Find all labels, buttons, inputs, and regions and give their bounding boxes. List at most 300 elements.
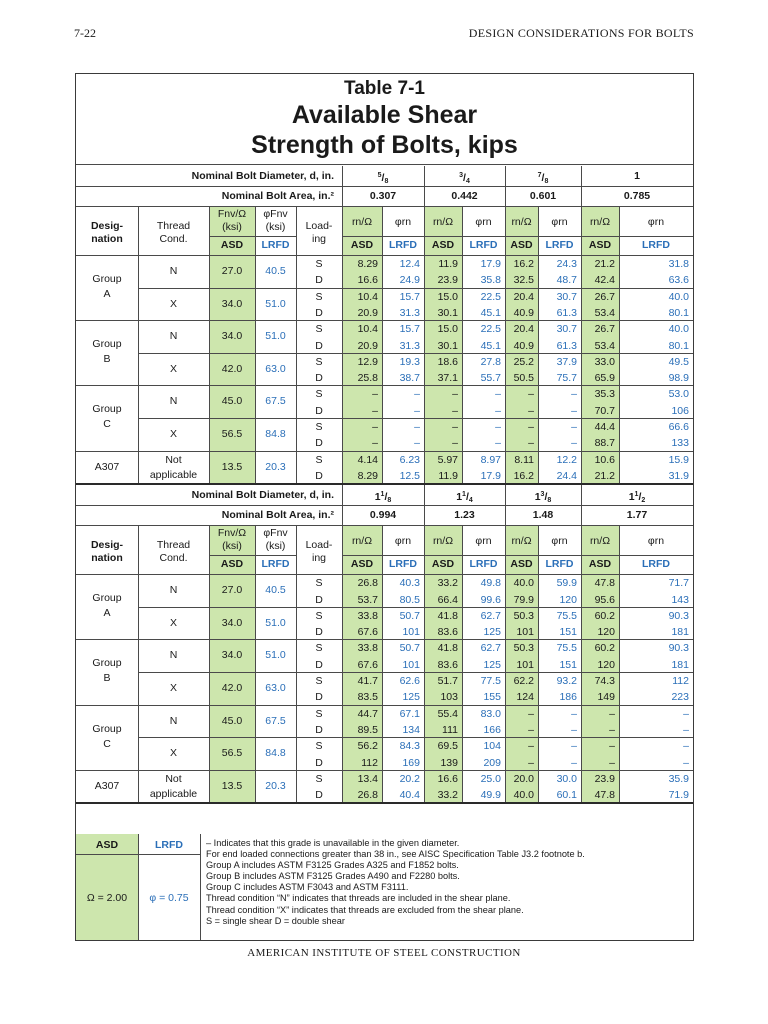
shear-value-single: 67.1 [399, 707, 420, 720]
shear-value-single: 10.4 [357, 323, 378, 336]
area-value: 0.601 [529, 190, 557, 202]
shear-value-double: 49.9 [480, 789, 501, 802]
shear-value-double: 112 [361, 756, 378, 769]
shear-value-single: 50.7 [399, 609, 420, 622]
shear-value-double: 103 [440, 691, 458, 704]
shear-value-single: 12.4 [399, 258, 420, 270]
loading-double: D [315, 658, 323, 671]
fnv-asd-value: 13.5 [221, 779, 243, 792]
shear-value-double: 16.6 [357, 274, 378, 287]
fnv-lrfd-value: 51.0 [265, 649, 286, 662]
shear-value-double: 60.1 [556, 789, 577, 802]
shear-value-single: 37.9 [556, 355, 577, 368]
diameter-value: $1^1/_2$ [628, 491, 646, 505]
shear-value-double: 125 [483, 658, 501, 671]
shear-value-double: 55.7 [480, 372, 501, 385]
lrfd-subheader: LRFD [642, 239, 670, 251]
rule-v [138, 206, 139, 483]
designation-header-2: nation [91, 233, 123, 245]
shear-value-single: 18.6 [437, 355, 458, 368]
shear-value-single: 20.4 [513, 290, 534, 303]
fnv-asd-value: 34.0 [221, 330, 243, 343]
shear-value-double: 38.7 [399, 372, 420, 385]
footnotes [206, 838, 585, 927]
loading-single: S [315, 388, 323, 401]
thread-condition: X [169, 747, 177, 760]
thread-condition: applicable [149, 787, 198, 800]
shear-value-single: 35.3 [594, 388, 615, 401]
shear-value-double: 63.6 [668, 274, 689, 287]
shear-value-double: – [571, 756, 577, 769]
shear-value-double: 209 [483, 756, 501, 769]
rule-v [619, 206, 620, 483]
shear-value-single: – [571, 740, 577, 753]
shear-value-single: – [414, 388, 420, 401]
rule-h [209, 236, 296, 237]
shear-value-double: – [528, 437, 534, 450]
shear-value-double: 67.6 [357, 658, 378, 671]
loading-single: S [315, 355, 323, 368]
diameter-value: $^7/_8$ [537, 172, 549, 185]
rule-v [462, 206, 463, 483]
fnv-lrfd-value: 63.0 [265, 362, 286, 375]
shear-value-double: 24.4 [556, 469, 577, 482]
rule-h [209, 555, 296, 556]
shear-value-single: 62.2 [513, 675, 534, 687]
thread-condition: applicable [149, 468, 198, 481]
shear-value-single: 40.3 [399, 577, 420, 590]
shear-value-single: 59.9 [556, 577, 577, 590]
rn-omega-header: rn/Ω [432, 216, 454, 228]
shear-value-double: 139 [440, 756, 458, 769]
table-number: Table 7-1 [344, 78, 425, 99]
thread-condition: X [169, 682, 177, 694]
shear-value-single: 16.2 [513, 258, 534, 270]
shear-value-single: 41.7 [357, 675, 378, 687]
loading-double: D [315, 756, 323, 769]
designation-a307: A307 [94, 779, 120, 792]
rn-omega-header: rn/Ω [589, 535, 611, 548]
shear-value-double: 125 [402, 691, 420, 704]
lrfd-header: LRFD [261, 239, 290, 251]
rule-h [76, 483, 693, 485]
shear-value-single: 40.0 [668, 323, 689, 336]
asd-subheader: ASD [588, 239, 612, 251]
thread-condition: N [169, 649, 178, 662]
phi-rn-header: φrn [647, 535, 665, 548]
rule-h [76, 206, 693, 207]
shear-value-double: 124 [516, 691, 534, 704]
fnv-lrfd-value: 51.0 [265, 330, 286, 343]
rule-v [209, 525, 210, 802]
table-title-line1: Available Shear [291, 101, 478, 129]
shear-value-double: 31.3 [399, 339, 420, 352]
area-value: 0.785 [623, 190, 651, 202]
table-title-line2: Strength of Bolts, kips [251, 131, 518, 159]
lrfd-subheader: LRFD [642, 558, 670, 571]
loading-header-2: ing [311, 552, 326, 565]
fnv-asd-value: 56.5 [221, 747, 243, 760]
fnv-lrfd-value: 40.5 [265, 584, 286, 597]
fnv-asd-value: 42.0 [221, 682, 243, 694]
shear-value-single: 19.3 [399, 355, 420, 368]
shear-value-double: 50.5 [513, 372, 534, 385]
shear-value-double: 101 [516, 626, 534, 639]
loading-double: D [315, 437, 323, 450]
shear-value-double: – [609, 723, 615, 736]
shear-value-double: 40.4 [399, 789, 420, 802]
loading-single: S [315, 323, 323, 336]
fnv-lrfd-header-1: φFnv [263, 527, 288, 540]
shear-value-double: 65.9 [594, 372, 615, 385]
shear-value-single: 12.9 [357, 355, 378, 368]
shear-value-single: 50.3 [513, 642, 534, 655]
shear-value-single: 33.8 [357, 609, 378, 622]
shear-value-double: 25.8 [357, 372, 378, 385]
shear-value-double: – [452, 437, 458, 450]
shear-value-single: 62.6 [399, 675, 420, 687]
asd-subheader: ASD [510, 239, 533, 251]
shear-value-single: 60.2 [594, 642, 615, 655]
loading-single: S [315, 421, 323, 433]
rule-v [505, 485, 506, 802]
loading-double: D [315, 372, 323, 385]
loading-double: D [315, 339, 323, 352]
fnv-lrfd-value: 67.5 [265, 395, 286, 408]
area-value: 0.307 [369, 190, 397, 202]
shear-value-double: – [495, 404, 501, 417]
shear-value-single: 44.4 [594, 421, 615, 433]
shear-value-single: 8.97 [480, 453, 501, 466]
footnote-line: Thread condition “N” indicates that threads are included in the shear plane. [206, 893, 511, 904]
designation-header-1: Desig- [90, 539, 124, 552]
shear-value-single: 27.8 [480, 355, 501, 368]
shear-value-single: 35.9 [668, 772, 689, 785]
shear-value-single: 15.9 [668, 453, 689, 466]
shear-value-double: 75.7 [556, 372, 577, 385]
shear-value-single: 20.0 [513, 772, 534, 785]
shear-value-double: 53.7 [357, 593, 378, 606]
nominal-diameter-label: Nominal Bolt Diameter, d, in. [191, 489, 334, 502]
shear-value-double: 37.1 [437, 372, 458, 385]
designation-letter: A [103, 288, 111, 300]
shear-value-double: 31.9 [668, 469, 689, 482]
shear-value-single: – [609, 740, 615, 753]
shear-value-double: 24.9 [399, 274, 420, 287]
shear-value-single: 15.0 [437, 323, 458, 336]
loading-double: D [315, 469, 323, 482]
shear-value-double: – [571, 723, 577, 736]
designation-letter: C [103, 737, 111, 750]
shear-value-single: 26.7 [594, 323, 615, 336]
lrfd-subheader: LRFD [469, 239, 498, 251]
shear-value-double: 83.6 [437, 658, 458, 671]
shear-value-single: 4.14 [357, 453, 378, 466]
thread-header-1: Thread [156, 220, 191, 232]
phi-rn-header: φrn [551, 216, 568, 228]
area-value: 1.77 [626, 509, 648, 522]
lrfd-subheader: LRFD [469, 558, 498, 571]
shear-value-single: 11.9 [438, 258, 458, 270]
asd-subheader: ASD [431, 558, 455, 571]
fnv-asd-value: 45.0 [221, 714, 243, 727]
diameter-value: $^3/_4$ [459, 172, 470, 185]
area-value: 1.48 [532, 509, 554, 522]
shear-value-single: 93.2 [556, 675, 577, 687]
footnote-line: For end loaded connections greater than 38 in., see AISC Specification Table J3.2 footnote b. [206, 849, 585, 860]
shear-value-single: – [609, 707, 615, 720]
shear-value-double: 111 [442, 723, 458, 736]
shear-value-single: 20.4 [513, 323, 534, 336]
diameter-value: $^5/_8$ [377, 172, 389, 185]
loading-double: D [315, 691, 323, 704]
shear-value-single: 8.29 [357, 258, 378, 270]
fnv-asd-value: 42.0 [221, 362, 243, 375]
shear-value-double: 11.9 [438, 469, 458, 482]
shear-value-double: 40.0 [513, 789, 534, 802]
shear-value-single: – [528, 421, 534, 433]
fnv-lrfd-value: 51.0 [265, 616, 286, 629]
shear-value-single: 50.3 [513, 609, 534, 622]
fnv-asd-value: 27.0 [221, 584, 243, 597]
shear-value-double: 120 [597, 658, 615, 671]
designation-letter: A [103, 607, 111, 620]
rule-h [342, 555, 693, 556]
shear-value-double: – [571, 437, 577, 450]
running-title: DESIGN CONSIDERATIONS FOR BOLTS [468, 26, 694, 40]
area-value: 1.23 [454, 509, 475, 522]
shear-value-double: 83.6 [437, 626, 458, 639]
shear-value-single: – [495, 388, 501, 401]
page-number: 7-22 [74, 26, 96, 40]
designation-group: Group [92, 338, 122, 351]
footnote-line: Group C includes ASTM F3043 and ASTM F3111. [206, 882, 409, 893]
shear-value-double: 66.4 [437, 593, 458, 606]
thread-header-1: Thread [156, 539, 191, 552]
shear-value-single: 25.0 [480, 772, 501, 785]
asd-subheader: ASD [510, 558, 533, 571]
thread-condition: N [169, 714, 178, 727]
rn-omega-header: rn/Ω [589, 216, 611, 228]
shear-value-single: – [571, 421, 577, 433]
fnv-asd-value: 56.5 [221, 428, 243, 440]
asd-subheader: ASD [588, 558, 612, 571]
shear-value-single: 16.6 [437, 772, 458, 785]
rule-h [76, 385, 693, 386]
shear-value-single: 75.5 [556, 609, 577, 622]
rule-h [76, 451, 693, 452]
thread-condition: X [169, 362, 177, 375]
nominal-diameter-label: Nominal Bolt Diameter, d, in. [191, 170, 334, 182]
rn-omega-header: rn/Ω [351, 216, 373, 228]
footnote-line: – Indicates that this grade is unavailable in the given diameter. [206, 838, 460, 848]
asd-subheader: ASD [350, 558, 374, 571]
shear-value-double: 45.1 [480, 306, 501, 319]
shear-value-single: – [528, 740, 534, 753]
shear-value-double: 8.29 [357, 469, 378, 482]
shear-value-single: 41.8 [437, 609, 458, 622]
shear-value-single: 49.8 [480, 577, 501, 590]
thread-condition: Not [165, 772, 182, 785]
rule-v [382, 525, 383, 802]
loading-double: D [315, 593, 323, 606]
shear-value-double: 53.4 [594, 306, 615, 319]
rule-h [76, 186, 693, 187]
rule-v [462, 525, 463, 802]
shear-value-double: – [495, 437, 501, 450]
lrfd-subheader: LRFD [389, 558, 417, 571]
shear-value-double: 33.2 [437, 789, 458, 802]
loading-double: D [315, 274, 323, 287]
diameter-value: $1^1/_4$ [456, 491, 473, 505]
shear-value-single: 10.4 [357, 290, 378, 303]
loading-double: D [315, 404, 323, 417]
rule-v [424, 166, 425, 483]
shear-value-single: 56.2 [357, 740, 378, 753]
rule-v [296, 206, 297, 483]
thread-header-2: Cond. [159, 233, 188, 245]
loading-double: D [315, 789, 323, 802]
lrfd-subheader: LRFD [545, 558, 574, 571]
rule-h [76, 639, 693, 640]
shear-value-single: 24.3 [556, 258, 577, 270]
fnv-asd-header-2: (ksi) [222, 221, 242, 233]
shear-value-double: 40.9 [513, 306, 534, 319]
loading-single: S [315, 577, 323, 590]
shear-value-double: – [528, 404, 534, 417]
rule-v [538, 525, 539, 802]
shear-value-single: 49.5 [668, 355, 689, 368]
shear-value-single: – [414, 421, 420, 433]
shear-value-double: 101 [402, 626, 420, 639]
shear-value-double: 83.5 [357, 691, 378, 704]
shear-value-single: – [452, 421, 458, 433]
shear-value-single: 22.5 [480, 323, 501, 336]
shear-value-double: – [528, 756, 534, 769]
rn-omega-header: rn/Ω [351, 535, 373, 548]
fnv-asd-header-1: Fnv/Ω [217, 208, 247, 220]
shear-value-double: 23.9 [437, 274, 458, 287]
rn-omega-header: rn/Ω [511, 535, 532, 548]
shear-value-double: – [528, 723, 534, 736]
loading-single: S [315, 675, 323, 687]
shear-value-single: 30.0 [556, 772, 577, 785]
publisher-footer: AMERICAN INSTITUTE OF STEEL CONSTRUCTION [247, 947, 521, 959]
shear-value-double: 67.6 [357, 626, 378, 639]
shear-value-single: 15.7 [399, 323, 420, 336]
rule-h [76, 505, 693, 506]
loading-double: D [315, 626, 323, 639]
shear-value-single: – [571, 388, 577, 401]
shear-value-double: 61.3 [556, 306, 577, 319]
footer-asd-label: ASD [95, 839, 119, 851]
shear-value-single: 33.8 [357, 642, 378, 655]
shear-value-double: 223 [671, 691, 689, 704]
shear-value-single: 8.11 [514, 453, 534, 466]
shear-value-double: 17.9 [480, 469, 501, 482]
rn-omega-header: rn/Ω [511, 216, 532, 228]
shear-value-double: 186 [559, 691, 577, 704]
shear-value-single: 15.7 [399, 290, 420, 303]
shear-value-single: 33.2 [437, 577, 458, 590]
rule-h [76, 770, 693, 771]
thread-condition: N [169, 395, 178, 408]
shear-value-double: 181 [671, 626, 689, 639]
shear-value-single: 90.3 [668, 609, 689, 622]
shear-value-double: 134 [402, 723, 420, 736]
nominal-area-label: Nominal Bolt Area, in.² [221, 509, 334, 522]
shear-value-single: 104 [483, 740, 501, 753]
shear-value-double: 40.9 [513, 339, 534, 352]
shear-value-double: 42.4 [594, 274, 615, 287]
diameter-value: 1 [634, 170, 640, 182]
shear-value-double: 71.9 [668, 789, 689, 802]
rule-h [76, 802, 693, 804]
shear-value-single: 66.6 [668, 421, 689, 433]
shear-value-double: 31.3 [399, 306, 420, 319]
shear-value-single: 53.0 [668, 388, 689, 401]
shear-value-double: 143 [671, 593, 689, 606]
asd-subheader: ASD [350, 239, 374, 251]
shear-value-double: 35.8 [480, 274, 501, 287]
shear-value-single: 71.7 [668, 577, 689, 590]
rule-h [76, 705, 693, 706]
fnv-lrfd-value: 63.0 [265, 682, 286, 694]
shear-value-double: 26.8 [357, 789, 378, 802]
rule-h [342, 236, 693, 237]
shear-value-single: 21.2 [594, 258, 615, 270]
nominal-area-label: Nominal Bolt Area, in.² [221, 190, 334, 202]
loading-double: D [315, 306, 323, 319]
shear-value-double: 61.3 [556, 339, 577, 352]
footnote-line: S = single shear D = double shear [206, 915, 345, 926]
shear-value-double: – [571, 404, 577, 417]
fnv-asd-value: 13.5 [221, 460, 243, 473]
shear-value-double: – [452, 404, 458, 417]
loading-single: S [315, 740, 323, 753]
shear-value-single: 26.7 [594, 290, 615, 303]
shear-value-single: 112 [672, 675, 689, 687]
shear-value-double: 120 [559, 593, 577, 606]
shear-value-single: – [372, 388, 378, 401]
loading-single: S [315, 642, 323, 655]
footer-lrfd-label: LRFD [155, 839, 183, 851]
shear-value-single: 62.7 [480, 642, 501, 655]
lrfd-subheader: LRFD [389, 239, 417, 251]
loading-single: S [315, 609, 323, 622]
shear-value-double: 106 [671, 404, 689, 417]
table-title-block [76, 74, 693, 166]
fnv-lrfd-header-2: (ksi) [265, 221, 286, 233]
shear-value-double: 120 [597, 626, 615, 639]
asd-header: ASD [220, 558, 244, 571]
shear-value-double: 89.5 [357, 723, 378, 736]
shear-value-double: – [414, 437, 420, 450]
rule-v [209, 206, 210, 483]
shear-value-single: 50.7 [399, 642, 420, 655]
shear-value-single: 77.5 [480, 675, 501, 687]
shear-value-double: 70.7 [594, 404, 615, 417]
shear-value-single: 30.7 [556, 290, 577, 303]
shear-value-single: 31.8 [668, 258, 689, 270]
diameter-value: $1^3/_8$ [534, 491, 552, 505]
shear-value-single: 33.0 [594, 355, 615, 368]
shear-value-double: 166 [483, 723, 501, 736]
shear-value-double: 21.2 [594, 469, 615, 482]
loading-single: S [315, 707, 323, 720]
rule-h [138, 607, 693, 608]
shear-value-single: 40.0 [513, 577, 534, 590]
